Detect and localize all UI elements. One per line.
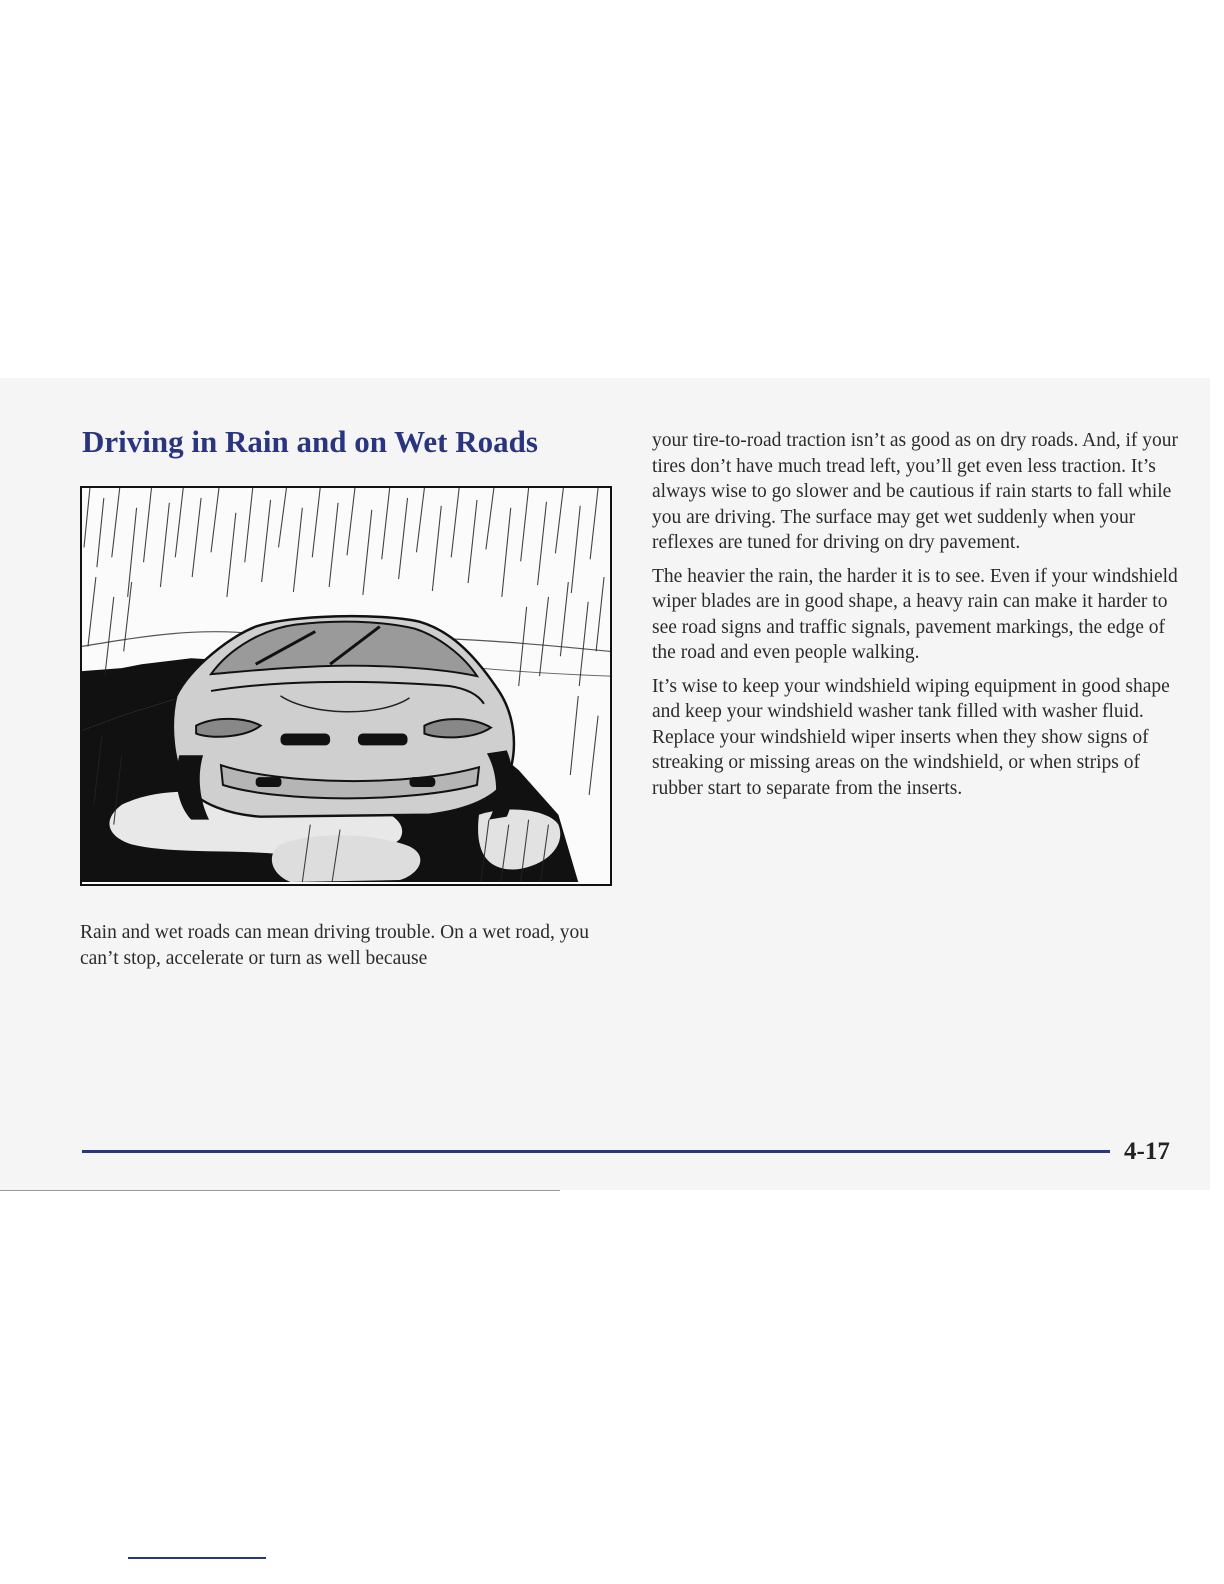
bottom-stub-line — [128, 1557, 266, 1559]
grille-right — [358, 734, 408, 746]
right-paragraph-3: It’s wise to keep your windshield wiping equipment in good shape and keep your windshield washer tank filled with washer fluid. Replace your windshield wiper inserts when they show signs of streaking or missing areas on the windshield, or when strips of rubber start to separate from the inserts. — [652, 675, 1170, 799]
band-bottom-line — [0, 1190, 560, 1191]
section-title: Driving in Rain and on Wet Roads — [82, 424, 538, 459]
rain-scene-svg — [82, 488, 610, 884]
grille-left — [280, 734, 330, 746]
page-number: 4-17 — [1124, 1138, 1170, 1165]
fog-light-right — [410, 777, 436, 787]
fog-light-left — [256, 777, 282, 787]
right-paragraph-1: your tire-to-road traction isn’t as good as on dry roads. And, if your tires don’t have much tread left, you’ll get even less traction. It’s always wise to go slower and be cautious if rain starts to fall while you are driving. The surface may get wet suddenly when your reflexes are tuned for driving on dry pavement. — [652, 430, 1179, 553]
right-column — [652, 428, 1182, 809]
left-paragraph: Rain and wet roads can mean driving trouble. On a wet road, you can’t stop, accelerate or turn as well because — [80, 922, 590, 969]
right-paragraph-2: The heavier the rain, the harder it is to see. Even if your windshield wiper blades are in good shape, a heavy rain can make it harder to see road signs and traffic signals, pavement markings, the edge of the road and even people walking. — [652, 565, 1178, 663]
car-in-rain-illustration — [80, 486, 612, 886]
footer-rule — [82, 1150, 1110, 1153]
